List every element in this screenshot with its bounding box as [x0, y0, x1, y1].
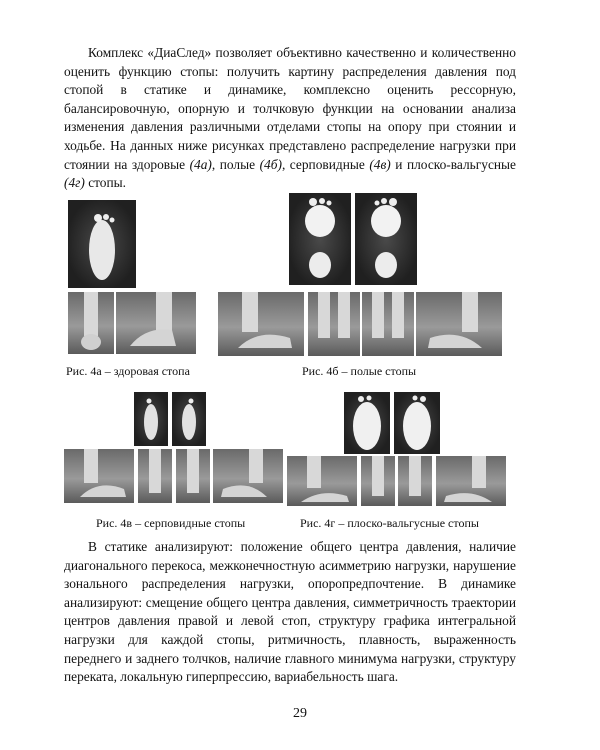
fig-4b-sole-right-photo	[355, 193, 417, 285]
fig-4v-side-right-photo	[213, 449, 283, 503]
fig-4a-sole-photo	[68, 200, 136, 288]
fig-4b-side-right-photo	[416, 292, 502, 356]
intro-text-3: , серповидные	[281, 156, 370, 172]
fig-4v-back-photo	[138, 449, 172, 503]
fig-4g-side-right-photo	[436, 456, 506, 506]
intro-text-5: стопы.	[84, 175, 127, 191]
fig-4a-caption: Рис. 4а – здоровая стопа	[66, 364, 190, 378]
intro-text-2: , полые	[211, 156, 260, 172]
fig-4b-front-photo	[362, 292, 414, 356]
fig-4a-side-photo	[116, 292, 196, 354]
fig-4v-front-photo	[176, 449, 210, 503]
fig-4g-caption: Рис. 4г – плоско-вальгусные стопы	[300, 516, 479, 530]
fig-4g-side-left-photo	[287, 456, 357, 506]
ref-4a: (4а)	[189, 156, 212, 172]
intro-paragraph	[64, 44, 516, 193]
intro-text-1: Комплекс «ДиаСлед» позволяет объективно качественно и количественно оценить функцию стопы: получить картину распределения давления под стопой в статике и динамике, комплексно оценить рессорную, балансировочную, опорную и толчковую функции на основании анализа изменения давления различными отделами стопы на опору при стоянии и ходьбе. На данных ниже рисунках представлено распределение нагрузки при стоянии на здоровые	[64, 45, 516, 172]
fig-4v-sole-right-photo	[172, 392, 206, 446]
intro-text-4: и плоско-вальгусные	[390, 156, 516, 172]
page-number: 29	[293, 706, 307, 721]
fig-4v-side-left-photo	[64, 449, 134, 503]
analysis-paragraph: В статике анализируют: положение общего центра давления, наличие диагонального перекоса, межконечностную асимметрию нагрузки, нарушение зонального распределения нагрузки, опоропредпочтение. В динамике анализируют: смещение общего центра давления, симметричность траектории центров давления правой и левой стоп, структуру графика интегральной нагрузки для каждой стопы, ритмичность, плавность, выраженность переднего и заднего толчков, наличие главного минимума нагрузки, структуру переката, локальную гиперпрессию, вариабельность шага.	[64, 539, 516, 685]
fig-4b-sole-left-photo	[289, 193, 351, 285]
fig-4b-side-left-photo	[218, 292, 304, 356]
fig-4g-sole-right-photo	[394, 392, 440, 454]
fig-4b-caption: Рис. 4б – полые стопы	[302, 364, 417, 378]
fig-4g-front-photo	[398, 456, 432, 506]
fig-4b-back-photo	[308, 292, 360, 356]
fig-4v-caption: Рис. 4в – серповидные стопы	[96, 516, 246, 530]
fig-4g-sole-left-photo	[344, 392, 390, 454]
ref-4g: (4г)	[64, 175, 85, 191]
fig-4v-sole-left-photo	[134, 392, 168, 446]
fig-4a-back-photo	[68, 292, 114, 354]
fig-4g-back-photo	[361, 456, 395, 506]
ref-4b: (4б)	[259, 156, 282, 172]
ref-4v: (4в)	[369, 156, 391, 172]
